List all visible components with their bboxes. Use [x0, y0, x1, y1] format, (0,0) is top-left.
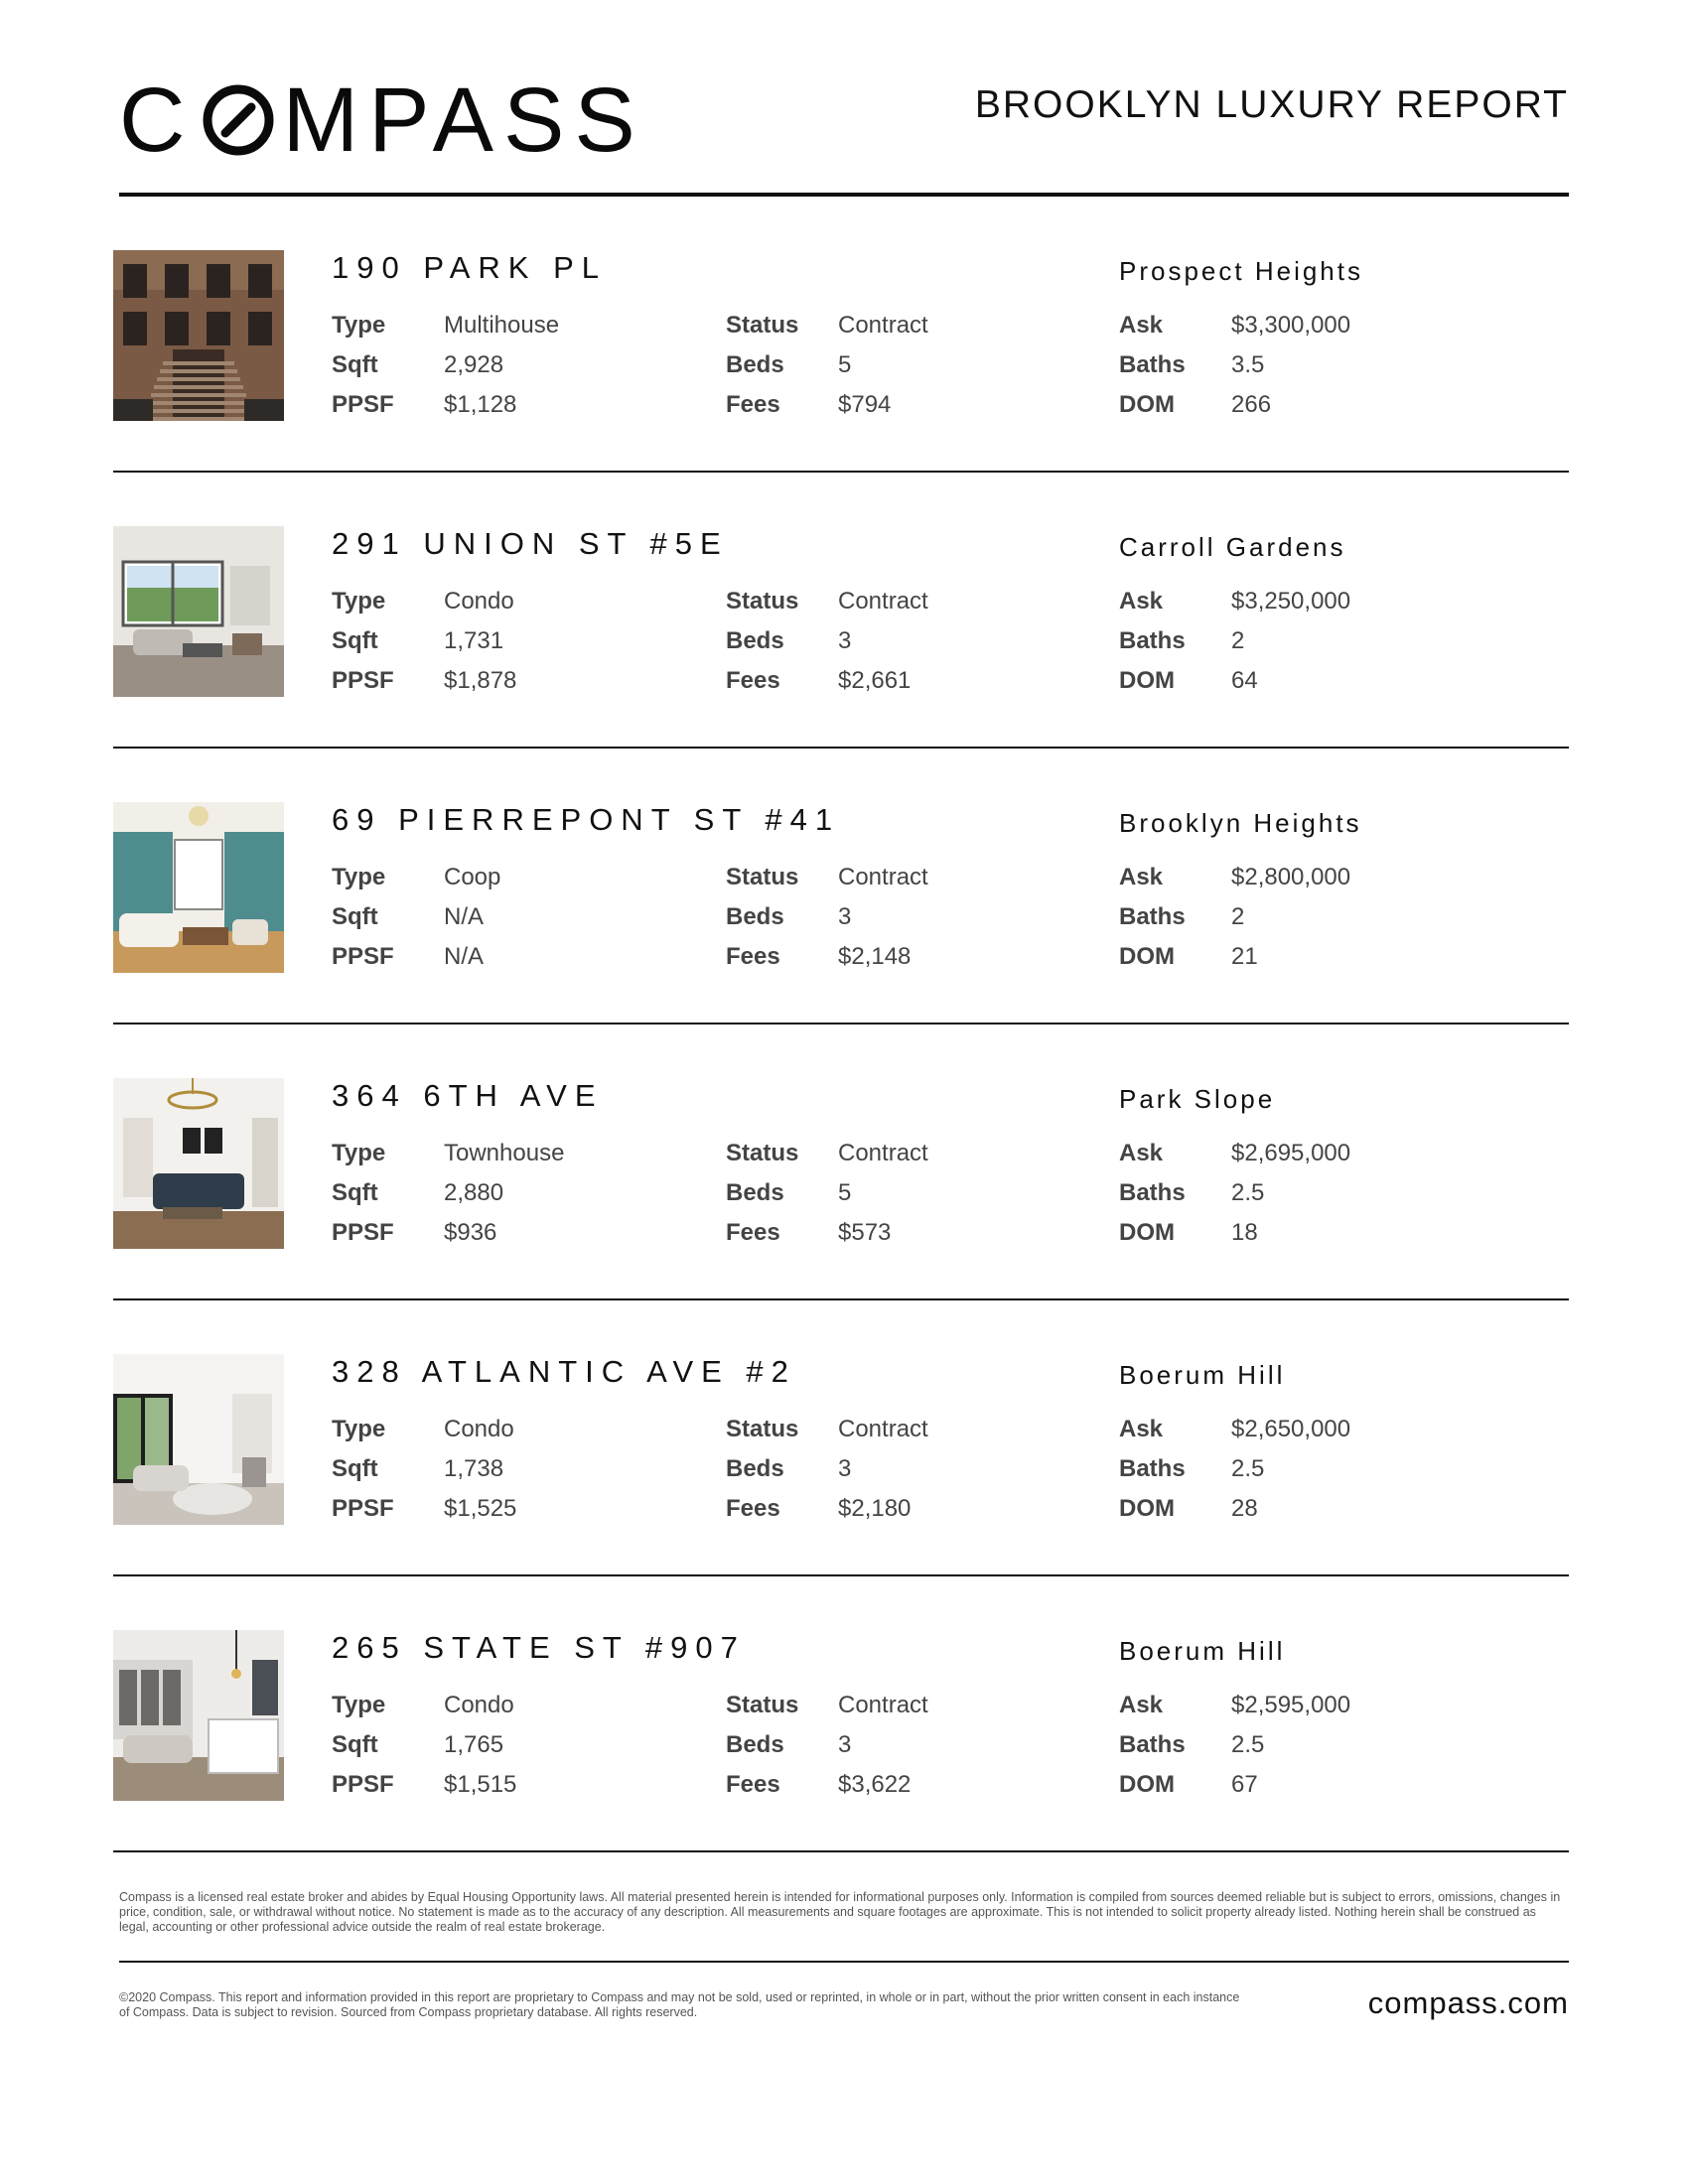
- status-value: Contract: [838, 312, 928, 339]
- beds-label: Beds: [726, 1455, 784, 1482]
- type-value: Townhouse: [444, 1140, 565, 1166]
- dom-label: DOM: [1119, 1771, 1175, 1798]
- baths-value: 3.5: [1231, 351, 1265, 378]
- status-label: Status: [726, 588, 799, 614]
- report-title: BROOKLYN LUXURY REPORT: [974, 83, 1569, 126]
- listing-neighborhood: Boerum Hill: [1119, 1360, 1286, 1390]
- listing-neighborhood: Brooklyn Heights: [1119, 808, 1362, 838]
- status-value: Contract: [838, 588, 928, 614]
- baths-label: Baths: [1119, 1455, 1186, 1482]
- dom-label: DOM: [1119, 1219, 1175, 1246]
- dom-label: DOM: [1119, 667, 1175, 694]
- ask-label: Ask: [1119, 864, 1164, 890]
- ask-value: $3,250,000: [1231, 588, 1351, 614]
- status-label: Status: [726, 312, 799, 339]
- ask-value: $3,300,000: [1231, 312, 1351, 339]
- sqft-label: Sqft: [332, 1731, 378, 1758]
- fees-value: $2,661: [838, 667, 912, 694]
- ppsf-label: PPSF: [332, 1771, 394, 1798]
- beds-label: Beds: [726, 1179, 784, 1206]
- beds-value: 3: [838, 1731, 852, 1758]
- ask-value: $2,695,000: [1231, 1140, 1351, 1166]
- listing-photo-image: [113, 250, 284, 421]
- type-label: Type: [332, 1692, 386, 1718]
- baths-label: Baths: [1119, 351, 1186, 378]
- listing-row: [113, 250, 1569, 518]
- type-value: Condo: [444, 1416, 514, 1442]
- listing-neighborhood: Park Slope: [1119, 1084, 1276, 1114]
- beds-value: 5: [838, 351, 852, 378]
- ask-value: $2,650,000: [1231, 1416, 1351, 1442]
- sqft-value: 2,880: [444, 1179, 504, 1206]
- dom-value: 64: [1231, 667, 1258, 694]
- ppsf-label: PPSF: [332, 1495, 394, 1522]
- listing-photo-image: [113, 802, 284, 973]
- beds-value: 3: [838, 1455, 852, 1482]
- status-value: Contract: [838, 1140, 928, 1166]
- website-link[interactable]: compass.com: [1367, 1985, 1569, 2020]
- listing-row: [113, 526, 1569, 794]
- listing-address[interactable]: 190 PARK PL: [332, 250, 607, 285]
- listing-row: [113, 1630, 1569, 1898]
- sqft-label: Sqft: [332, 1179, 378, 1206]
- dom-label: DOM: [1119, 943, 1175, 970]
- listing-divider: [113, 1298, 1569, 1300]
- ppsf-label: PPSF: [332, 667, 394, 694]
- sqft-value: 1,731: [444, 627, 504, 654]
- footer-divider: [119, 1961, 1569, 1963]
- sqft-value: 1,765: [444, 1731, 504, 1758]
- logo-letters-mpass: MPASS: [282, 69, 645, 171]
- listing-divider: [113, 1850, 1569, 1852]
- listing-address[interactable]: 364 6TH AVE: [332, 1078, 604, 1113]
- beds-label: Beds: [726, 351, 784, 378]
- listing-photo-image: [113, 526, 284, 697]
- listing-divider: [113, 1023, 1569, 1024]
- listing-neighborhood: Prospect Heights: [1119, 256, 1363, 286]
- ask-label: Ask: [1119, 1140, 1164, 1166]
- sqft-label: Sqft: [332, 1455, 378, 1482]
- fees-value: $794: [838, 391, 892, 418]
- header-divider: [119, 193, 1569, 197]
- fees-value: $2,180: [838, 1495, 912, 1522]
- type-label: Type: [332, 864, 386, 890]
- listing-divider: [113, 1574, 1569, 1576]
- baths-label: Baths: [1119, 1731, 1186, 1758]
- status-label: Status: [726, 1140, 799, 1166]
- sqft-value: 2,928: [444, 351, 504, 378]
- listing-row: [113, 1078, 1569, 1346]
- status-value: Contract: [838, 1692, 928, 1718]
- ppsf-label: PPSF: [332, 943, 394, 970]
- baths-label: Baths: [1119, 627, 1186, 654]
- status-label: Status: [726, 1692, 799, 1718]
- ask-value: $2,595,000: [1231, 1692, 1351, 1718]
- sqft-value: 1,738: [444, 1455, 504, 1482]
- dom-value: 67: [1231, 1771, 1258, 1798]
- property-photo[interactable]: [113, 250, 284, 421]
- type-value: Condo: [444, 1692, 514, 1718]
- status-label: Status: [726, 864, 799, 890]
- type-value: Multihouse: [444, 312, 560, 339]
- status-label: Status: [726, 1416, 799, 1442]
- fees-label: Fees: [726, 667, 780, 694]
- listing-photo-image: [113, 1354, 284, 1525]
- property-photo[interactable]: [113, 1630, 284, 1801]
- beds-value: 5: [838, 1179, 852, 1206]
- dom-value: 28: [1231, 1495, 1258, 1522]
- ask-value: $2,800,000: [1231, 864, 1351, 890]
- fees-value: $2,148: [838, 943, 912, 970]
- listing-address[interactable]: 328 ATLANTIC AVE #2: [332, 1354, 796, 1389]
- logo-letter-c: C: [119, 69, 196, 171]
- report-header: [119, 69, 1569, 171]
- fees-value: $573: [838, 1219, 892, 1246]
- baths-value: 2.5: [1231, 1455, 1265, 1482]
- beds-label: Beds: [726, 1731, 784, 1758]
- ppsf-value: $1,515: [444, 1771, 517, 1798]
- sqft-label: Sqft: [332, 627, 378, 654]
- type-label: Type: [332, 1140, 386, 1166]
- compass-o-icon: [201, 82, 276, 158]
- fees-label: Fees: [726, 1495, 780, 1522]
- listing-row: [113, 802, 1569, 1070]
- type-value: Condo: [444, 588, 514, 614]
- baths-label: Baths: [1119, 1179, 1186, 1206]
- type-label: Type: [332, 1416, 386, 1442]
- property-photo[interactable]: [113, 1078, 284, 1249]
- fees-label: Fees: [726, 943, 780, 970]
- ppsf-value: $936: [444, 1219, 497, 1246]
- ask-label: Ask: [1119, 312, 1164, 339]
- listing-address[interactable]: 265 STATE ST #907: [332, 1630, 746, 1665]
- type-label: Type: [332, 312, 386, 339]
- baths-value: 2: [1231, 903, 1245, 930]
- beds-label: Beds: [726, 903, 784, 930]
- property-photo[interactable]: [113, 802, 284, 973]
- listing-row: [113, 1354, 1569, 1622]
- copyright-notice: ©2020 Compass. This report and information provided in this report are proprietary to Compass and may not be sold, used or reprinted, in whole or in part, without the prior written consent in each instance of Compass. Data is subject to revision. Sourced from Compass proprietary database. All rights reserved.: [119, 1990, 1240, 2019]
- fees-label: Fees: [726, 1771, 780, 1798]
- ppsf-value: N/A: [444, 943, 485, 970]
- listing-address[interactable]: 291 UNION ST #5E: [332, 526, 729, 561]
- property-photo[interactable]: [113, 526, 284, 697]
- beds-label: Beds: [726, 627, 784, 654]
- status-value: Contract: [838, 864, 928, 890]
- listing-divider: [113, 747, 1569, 749]
- dom-value: 18: [1231, 1219, 1258, 1246]
- sqft-label: Sqft: [332, 351, 378, 378]
- ask-label: Ask: [1119, 1692, 1164, 1718]
- sqft-value: N/A: [444, 903, 485, 930]
- status-value: Contract: [838, 1416, 928, 1442]
- ppsf-value: $1,878: [444, 667, 517, 694]
- listing-photo-image: [113, 1630, 284, 1801]
- type-label: Type: [332, 588, 386, 614]
- type-value: Coop: [444, 864, 501, 890]
- ppsf-value: $1,525: [444, 1495, 517, 1522]
- ppsf-value: $1,128: [444, 391, 517, 418]
- dom-label: DOM: [1119, 1495, 1175, 1522]
- ask-label: Ask: [1119, 1416, 1164, 1442]
- listing-neighborhood: Carroll Gardens: [1119, 532, 1346, 562]
- listing-divider: [113, 471, 1569, 473]
- ppsf-label: PPSF: [332, 391, 394, 418]
- ppsf-label: PPSF: [332, 1219, 394, 1246]
- fees-value: $3,622: [838, 1771, 912, 1798]
- dom-value: 266: [1231, 391, 1272, 418]
- ask-label: Ask: [1119, 588, 1164, 614]
- fees-label: Fees: [726, 1219, 780, 1246]
- property-photo[interactable]: [113, 1354, 284, 1525]
- legal-disclaimer: Compass is a licensed real estate broker and abides by Equal Housing Opportunity laws. All material presented herein is intended for informational purposes only. Information is compiled from sources deemed reliable but is subject to errors, omissions, changes in price, condition, sale, or withdrawal without notice. No statement is made as to the accuracy of any description. All measurements and square footages are approximate. This is not intended to solicit property already listed. Nothing herein shall be construed as legal, accounting or other professional advice outside the realm of real estate brokerage.: [119, 1890, 1561, 1934]
- listing-neighborhood: Boerum Hill: [1119, 1636, 1286, 1666]
- beds-value: 3: [838, 627, 852, 654]
- sqft-label: Sqft: [332, 903, 378, 930]
- baths-value: 2: [1231, 627, 1245, 654]
- compass-logo: [119, 69, 645, 171]
- beds-value: 3: [838, 903, 852, 930]
- baths-value: 2.5: [1231, 1179, 1265, 1206]
- dom-label: DOM: [1119, 391, 1175, 418]
- listing-photo-image: [113, 1078, 284, 1249]
- baths-label: Baths: [1119, 903, 1186, 930]
- listing-address[interactable]: 69 PIERREPONT ST #41: [332, 802, 841, 837]
- dom-value: 21: [1231, 943, 1258, 970]
- baths-value: 2.5: [1231, 1731, 1265, 1758]
- fees-label: Fees: [726, 391, 780, 418]
